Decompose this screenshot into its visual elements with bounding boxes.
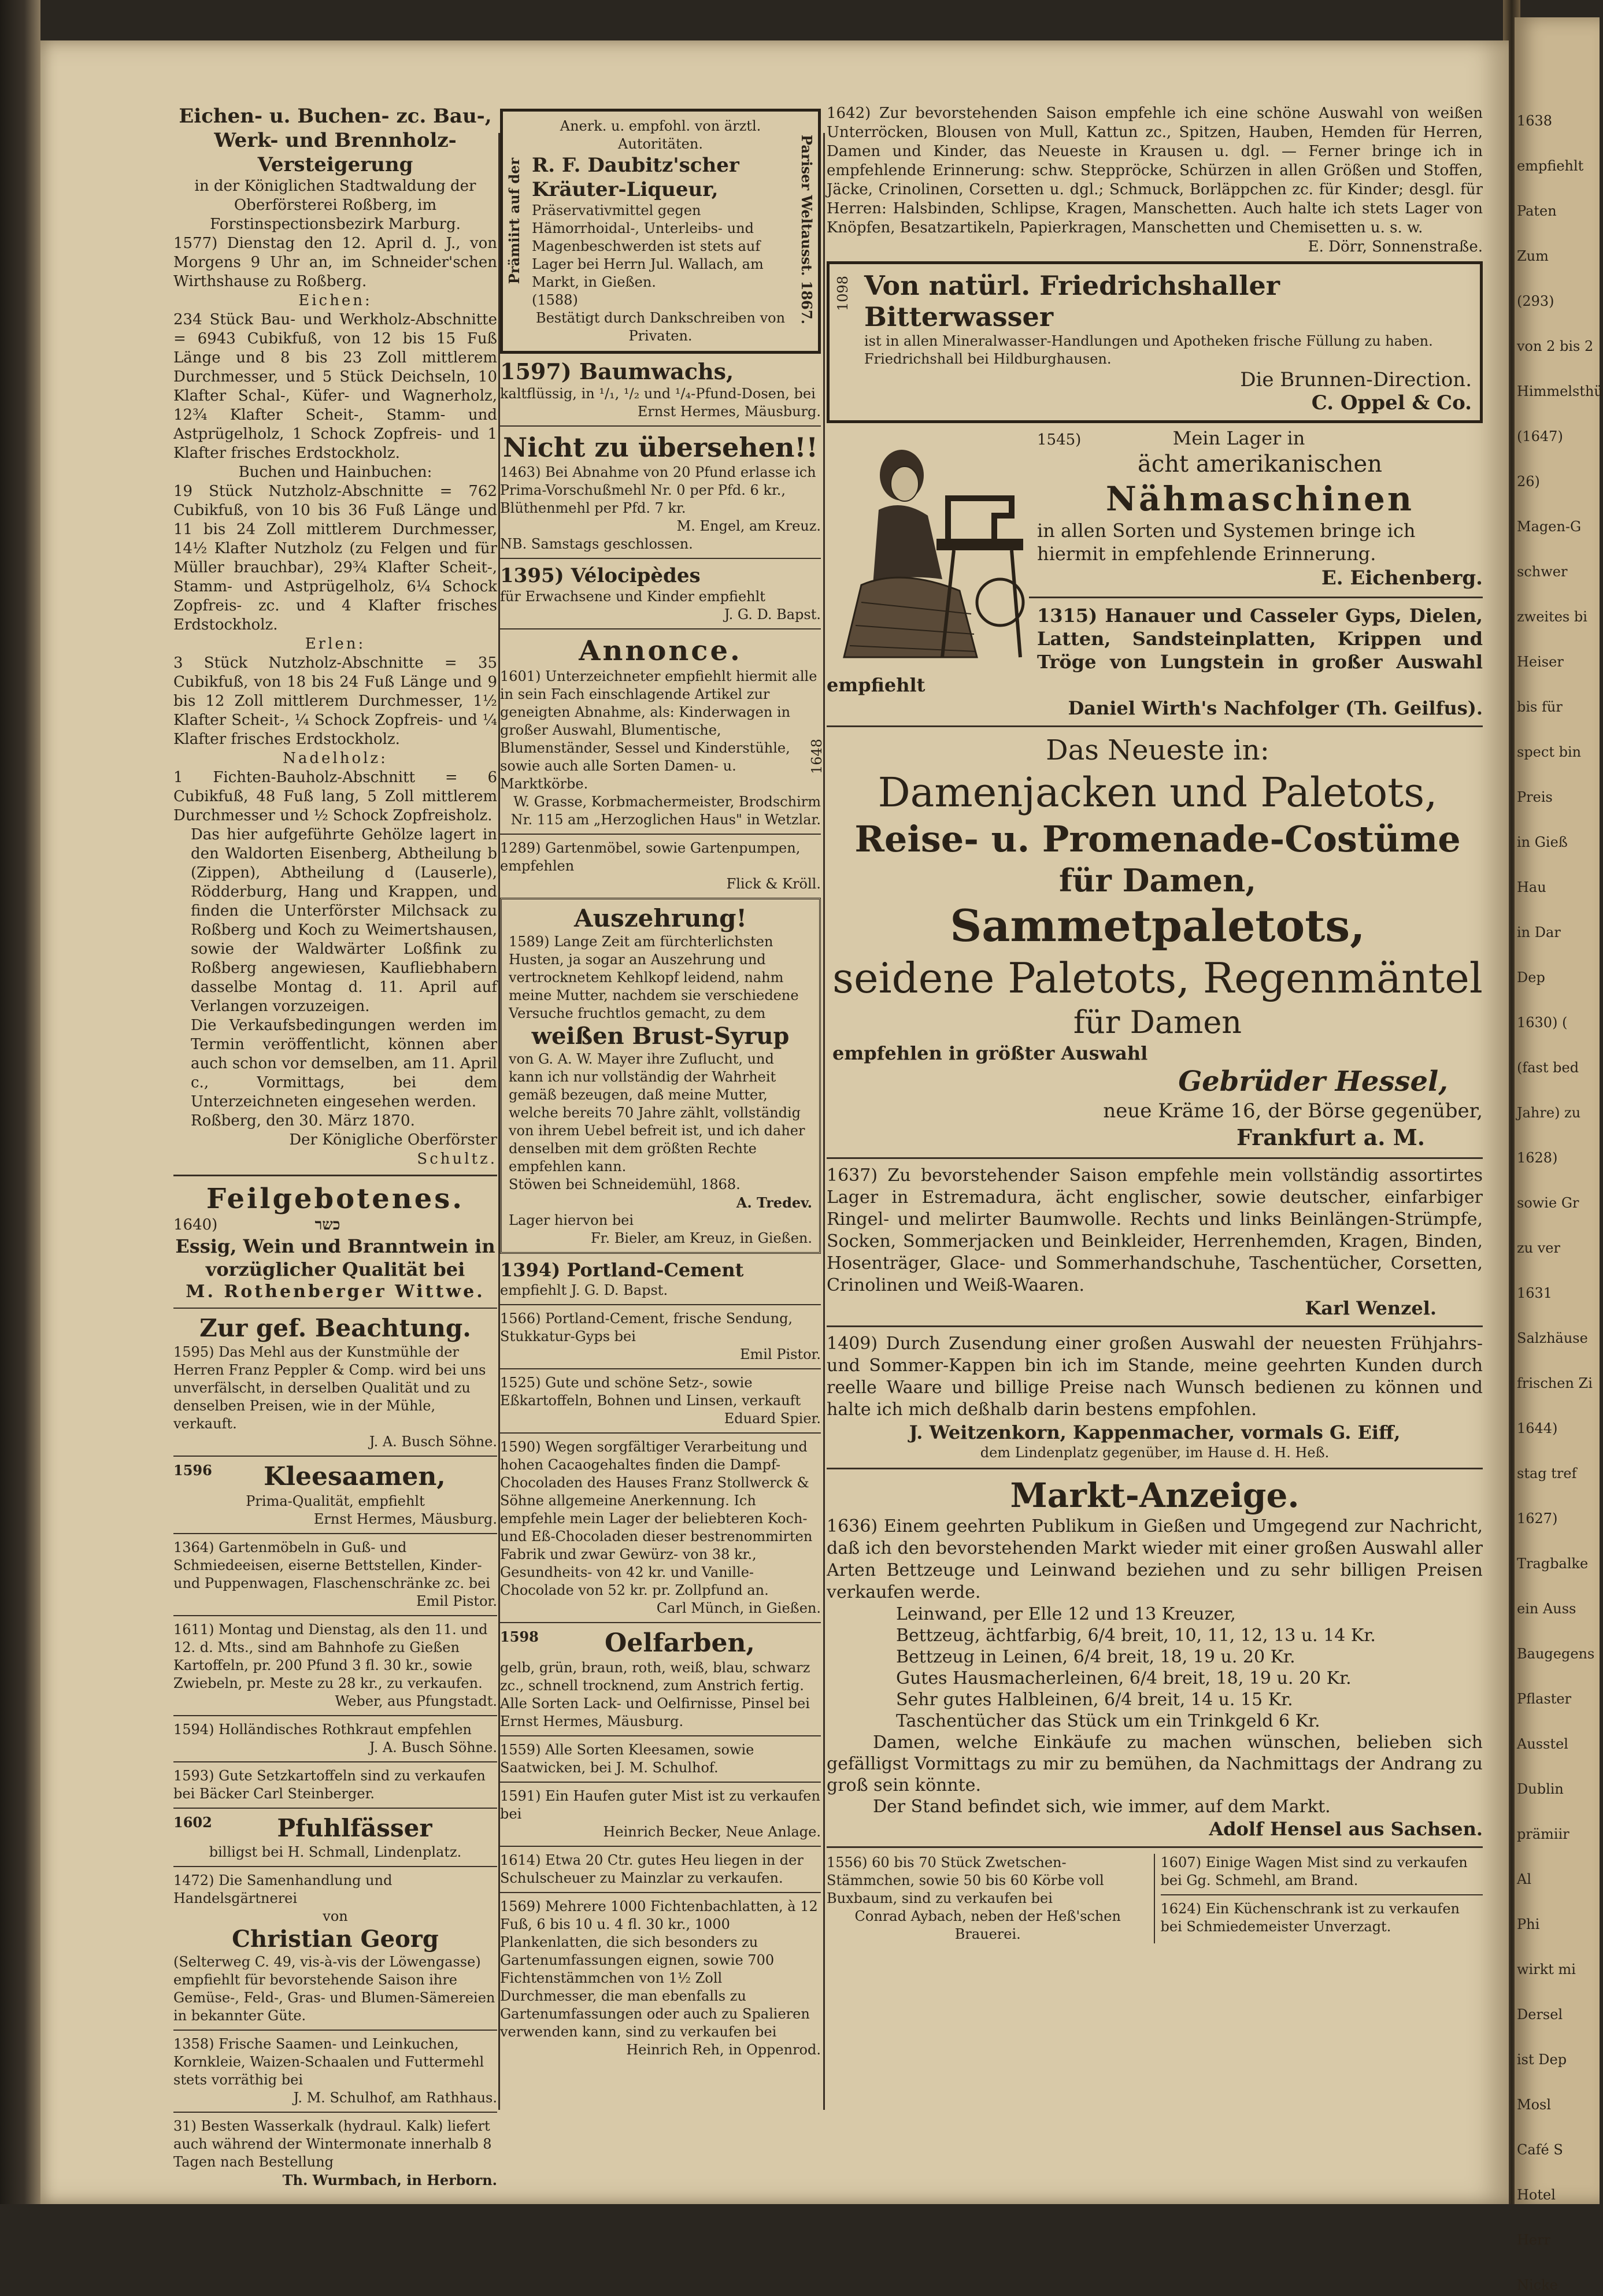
oelfarben-title: Oelfarben, [605, 1628, 755, 1658]
next-page-fragment: Salzhäuse [1517, 1330, 1588, 1346]
column-rule-2 [823, 133, 825, 2110]
ad-1597-name: Ernst Hermes, Mäusburg. [637, 403, 821, 420]
auction-subtitle: in der Königlichen Stadtwaldung der Oberförsterei Roßberg, im Forstinspectionsbezirk Marburg. [194, 177, 476, 233]
auszehrung-title: Auszehrung! [574, 904, 747, 932]
ad-1358-text: 1358) Frische Saamen- und Leinkuchen, Kornkleie, Waizen-Schaalen und Futtermehl stets vorräthig bei [173, 2036, 484, 2088]
next-page-fragment: prämiir [1517, 1826, 1569, 1842]
auction-body-2: Die Verkaufsbedingungen werden im Termin veröffentlicht, können aber auch schon vor demselben, am 11. April c., Vormittags, bei dem Unterzeichneten eingesehen werden. [191, 1017, 497, 1110]
ad-1611-text: 1611) Montag und Dienstag, als den 11. und 12. d. Mts., sind am Bahnhofe zu Gießen Kartoffeln, pr. 200 Pfund 3 fl. 30 kr., sowie Zwiebeln, pr. Meste zu 28 kr., zu verkaufen. [173, 1621, 488, 1691]
next-page-fragment: ein Auss [1517, 1601, 1576, 1617]
ad-1636-body: Damen, welche Einkäufe zu machen wünschen, belieben sich gefälligst Vormittags zu mir zu bemühen, da Nachmittags der Andrang zu groß sein könnte. [827, 1732, 1483, 1795]
daubitz-top-line: Anerk. u. empfohl. von ärztl. Autoritäten. [560, 118, 761, 152]
auszehrung-ad-box [500, 898, 821, 1254]
ad-1409-name: J. Weitzenkorn, Kappenmacher, vormals G. Eiff, [909, 1421, 1401, 1443]
ad-1602-text: billigst bei H. Schmall, Lindenplatz. [209, 1844, 462, 1860]
ad-1545-body: in allen Sorten und Systemen bringe ich hiermit in empfehlende Erinnerung. [1037, 520, 1416, 565]
ad-1640-name: M. Rothenberger Wittwe. [186, 1282, 485, 1302]
ad-1545-number: 1545) [1037, 431, 1082, 449]
ad-1409-address: dem Lindenplatz gegenüber, im Hause d. H. Heß. [980, 1445, 1330, 1461]
ad-31-name: Th. Wurmbach, in Herborn. [282, 2172, 497, 2188]
ad-1559-text: 1559) Alle Sorten Kleesamen, sowie Saatwicken, bei J. M. Schulhof. [500, 1742, 754, 1776]
ad-31-text: 31) Besten Wasserkalk (hydraul. Kalk) liefert auch während der Wintermonate innerhalb 8 Tagen nach Bestellung [173, 2118, 492, 2170]
ad-1594-text: 1594) Holländisches Rothkraut empfehlen [173, 1721, 472, 1738]
ad-1593-text: 1593) Gute Setzkartoffeln sind zu verkaufen bei Bäcker Carl Steinberger. [173, 1768, 486, 1802]
ad-1596-text: Prima-Qualität, empfiehlt [246, 1493, 425, 1509]
next-page-fragment: Ausstel [1517, 1736, 1568, 1752]
hessel-line-7: für Damen [1073, 1004, 1242, 1040]
hessel-ad-number: 1648 [809, 739, 825, 775]
next-page-fragment: Dersel [1517, 2006, 1563, 2023]
auction-eichen-heading: Eichen: [298, 292, 372, 309]
ad-1358-name: J. M. Schulhof, am Rathhaus. [293, 2090, 497, 2106]
bitterwasser-line: ist in allen Mineralwasser-Handlungen und Apotheken frische Füllung zu haben. [864, 333, 1433, 349]
daubitz-bottom-line: Bestätigt durch Dankschreiben von Privaten. [535, 310, 786, 344]
hessel-ad [809, 733, 1483, 1151]
ad-1525-text: 1525) Gute und schöne Setz-, sowie Eßkartoffeln, Bohnen und Linsen, verkauft [500, 1375, 801, 1409]
ad-1589-name: Fr. Bieler, am Kreuz, in Gießen. [590, 1230, 812, 1246]
ad-1640-hebrew: כשר [314, 1216, 340, 1234]
ad-1463-nb: NB. Samstags geschlossen. [500, 536, 693, 552]
next-page-fragment: sowie Gr [1517, 1195, 1579, 1211]
ad-1636-name: Adolf Hensel aus Sachsen. [1209, 1818, 1483, 1840]
next-page-fragment: Phi [1517, 1916, 1540, 1932]
ad-1569-text: 1569) Mehrere 1000 Fichtenbachlatten, à 12 Fuß, 6 bis 10 u. 4 fl. 30 kr., 1000 Plankenlatten, die sich besonders zu Gartenumfassungen eignen, sowie 700 Fichtenstämmchen von 1½ Zoll Durchmesser, die man ebenfalls zu Gartenumfassungen oder auch zu Spalieren verwenden kann, sind zu verkaufen bei [500, 1898, 818, 2040]
woman-at-sewing-machine-illustration [827, 429, 1029, 660]
auction-erlen-heading: Erlen: [305, 635, 366, 653]
ad-1364-name: Emil Pistor. [416, 1593, 497, 1609]
ad-1594-name: J. A. Busch Söhne. [369, 1739, 497, 1756]
ad-1589-text: 1589) Lange Zeit am fürchterlichsten Husten, ja sogar an Auszehrung und vertrocknetem Kehlkopf leidend, nahm meine Mutter, nachdem sie verschiedene Versuche fruchtlos gemacht, zu dem [509, 934, 799, 1021]
next-page-fragment: Tragbalke [1517, 1556, 1589, 1572]
next-page-fragment: zu ver [1517, 1240, 1560, 1256]
next-page-fragment: Himmelsthü [1517, 383, 1603, 399]
ad-1315-text: 1315) Hanauer und Casseler Gyps, Dielen, Latten, Sandsteinplatten, Krippen und Tröge von Lungstein in großer Auswahl empfiehlt [827, 605, 1483, 696]
bottom-small-ads [827, 1854, 1483, 1943]
ad-1394-name: empfiehlt J. G. D. Bapst. [500, 1282, 668, 1298]
auction-sign-date: Roßberg, den 30. März 1870. [191, 1112, 415, 1130]
ad-1598-text: gelb, grün, braun, roth, weiß, blau, schwarz zc., schnell trocknend, zum Anstrich fertig. Alle Sorten Lack- und Oelfirnisse, Pinsel bei Ernst Hermes, Mäusburg. [500, 1660, 810, 1730]
ad-1595-text: 1595) Das Mehl aus der Kunstmühle der Herren Franz Peppler & Comp. wird bei uns unverfälscht, in derselben Qualität und zu denselben Preisen, wie in der Mühle, verkauft. [173, 1344, 486, 1432]
column-1 [173, 104, 497, 2188]
next-page-fragments [1515, 17, 1603, 2296]
ad-1637-name: Karl Wenzel. [1305, 1297, 1437, 1319]
hessel-line-4: für Damen, [1058, 862, 1257, 899]
auction-buchen-list: 19 Stück Nutzholz-Abschnitte = 762 Cubikfuß, von 10 bis 36 Fuß Länge und 11 bis 24 Zoll mittlerem Durchmesser, 14½ Klafter Nutzholz (zu Felgen und für Müller brauchbar), 29¾ Klafter Scheit-, Stamm- und Astprügelholz, 6¼ Schock Zopfreis- zc. und 4 Klafter frisches Erdstockholz. [173, 483, 497, 634]
ad-1624-text: 1624) Ein Küchenschrank ist zu verkaufen bei Schmiedemeister Unverzagt. [1160, 1901, 1460, 1935]
ad-1590-name: Carl Münch, in Gießen. [656, 1600, 821, 1616]
ad-1556-text: 1556) 60 bis 70 Stück Zwetschen-Stämmchen, sowie 50 bis 60 Körbe voll Buxbaum, sind zu verkaufen bei [827, 1854, 1104, 1906]
next-page-fragment: Al [1517, 1871, 1532, 1887]
ad-1409-text: 1409) Durch Zusendung einer großen Auswahl der neuesten Frühjahrs- und Sommer-Kappen bin ich im Stande, meine geehrten Kunden durch reelle Waare und billige Preise nach Wunsch bedienen zu können und halte ich mich deßhalb darin bestens empfohlen. [827, 1334, 1483, 1420]
next-page-fragment: 1628) [1517, 1150, 1558, 1166]
daubitz-left-vertical: Prämiirt auf der [506, 158, 523, 284]
auction-erlen-list: 3 Stück Nutzholz-Abschnitte = 35 Cubikfuß, von 18 bis 24 Fuß Länge und 9 bis 12 Zoll mittlerem Durchmesser, 1½ Klafter Scheit-, ¼ Schock Zopfreis- und ¼ Klafter frisches Erdstockholz. [173, 654, 497, 748]
hessel-line-8: empfehlen in größter Auswahl [832, 1042, 1148, 1064]
nicht-uebersehen-title: Nicht zu übersehen!! [503, 432, 818, 463]
ad-1589-signature: A. Tredev. [736, 1194, 812, 1211]
auction-date: 1577) Dienstag den 12. April d. J., von Morgens 9 Uhr an, im Schneider'schen Wirthshause zu Roßberg. [173, 235, 497, 290]
next-page-fragment: Mosl [1517, 2097, 1552, 2113]
hessel-line-3: Reise- u. Promenade-Costüme [854, 818, 1461, 860]
ad-1636-price-5: Sehr gutes Halbleinen, 6/4 breit, 14 u. 15 Kr. [896, 1690, 1293, 1710]
ad-1589-lager: Lager hiervon bei [509, 1212, 634, 1228]
ad-1315-name: Daniel Wirth's Nachfolger (Th. Geilfus). [1068, 697, 1483, 719]
next-page-fragment: in Gieß [1517, 834, 1568, 850]
ad-1596-number: 1596 [173, 1462, 212, 1479]
ad-1590-text: 1590) Wegen sorgfältiger Verarbeitung und hohen Cacaogehaltes finden die Dampf-Chocoladen des Hauses Franz Stollwerck & Söhne allgemeine Anerkennung. Ich empfehle mein Lager der beliebteren Koch- und Eß-Chocoladen dieser bestrenommirten Fabrik und zwar Gewürz- von 38 kr., Gesundheits- von 42 kr. und Vanille-Chocolade von 52 kr. pr. Zollpfund an. [500, 1439, 813, 1598]
ad-1569-name: Heinrich Reh, in Oppenrod. [626, 2042, 821, 2058]
ad-1636-stand: Der Stand befindet sich, wie immer, auf dem Markt. [873, 1797, 1331, 1817]
auction-sign-office: Der Königliche Oberförster [289, 1131, 497, 1149]
ad-1364-text: 1364) Gartenmöbeln in Guß- und Schmiedeeisen, eiserne Bettstellen, Kinder- und Puppenwagen, Flaschenschränke zc. bei [173, 1539, 490, 1591]
daubitz-number: (1588) [532, 292, 578, 308]
hessel-line-5: Sammetpaletots, [950, 900, 1365, 951]
next-page-fragment: Hau [1517, 879, 1546, 895]
next-page-fragment: Dep [1517, 969, 1545, 986]
next-page-fragment: Zum [1517, 248, 1549, 264]
next-page-fragment: Café S [1517, 2142, 1563, 2158]
ad-1636-price-2: Bettzeug, ächtfarbig, 6/4 breit, 10, 11, 12, 13 u. 14 Kr. [896, 1625, 1376, 1646]
ad-1289-name: Flick & Kröll. [726, 876, 821, 892]
ad-1589-body: von G. A. W. Mayer ihre Zuflucht, und kann ich nur vollständig der Wahrheit gemäß bezeugen, daß meine Mutter, welche bereits 70 Jahre zählt, vollständig von ihrem Uebel befreit ist, und ich daher denselben mit dem größten Rechte empfehlen kann. [509, 1051, 805, 1175]
next-page-fragment: wirkt mi [1517, 1961, 1576, 1977]
next-page-fragment: 1638 [1517, 113, 1553, 129]
next-page-fragment: 1630) ( [1517, 1014, 1568, 1031]
daubitz-body: Präservativmittel gegen Hämorrhoidal-, Unterleibs- und Magenbeschwerden ist stets auf Lager bei Herrn Jul. Wallach, am Markt, in Gießen. [532, 202, 764, 290]
bitterwasser-place: Friedrichshall bei Hildburghausen. [864, 351, 1112, 367]
ad-1545-name: E. Eichenberg. [1321, 566, 1483, 590]
ad-1601-text: 1601) Unterzeichneter empfiehlt hiermit alle in sein Fach einschlagende Artikel zur geneigten Abnahme, als: Kinderwagen in großer Auswahl, Blumentische, Blumenständer, Sessel und Kinderstühle, sowie auch alle Sorten Damen- u. Marktkörbe. [500, 668, 817, 792]
ad-1463-text: 1463) Bei Abnahme von 20 Pfund erlasse ich Prima-Vorschußmehl Nr. 0 per Pfd. 6 kr., Blüthenmehl per Pfd. 7 kr. [500, 464, 816, 516]
hessel-line-2: Damenjacken und Paletots, [878, 769, 1438, 816]
hessel-line-6: seidene Paletots, Regenmäntel [832, 954, 1483, 1002]
ad-1525-name: Eduard Spier. [724, 1410, 821, 1427]
next-page-fragment: in Dar [1517, 924, 1561, 940]
next-page-fragment: spect bin [1517, 744, 1582, 760]
next-page-fragment: 1644) [1517, 1420, 1558, 1436]
ad-1598-number: 1598 [500, 1628, 539, 1645]
ad-1611-name: Weber, aus Pfungstadt. [335, 1693, 497, 1709]
daubitz-right-vertical: Pariser Weltausst. 1867. [798, 135, 815, 324]
portland-cement-title: 1394) Portland-Cement [500, 1259, 744, 1281]
ad-1545-line-1: Mein Lager in [1172, 427, 1305, 449]
next-page-fragment: (293) [1517, 293, 1554, 309]
auction-nadel-list: 1 Fichten-Bauholz-Abschnitt = 6 Cubikfuß, 48 Fuß lang, 5 Zoll mittlerem Durchmesser und ½ Schock Zopfreisholz. [173, 769, 497, 824]
annonce-title: Annonce. [579, 635, 742, 667]
ad-1607-text: 1607) Einige Wagen Mist sind zu verkaufen bei Gg. Schmehl, am Brand. [1160, 1854, 1468, 1888]
ad-1472-name: Christian Georg [232, 1925, 439, 1953]
next-page-fragment: von 2 bis 2 [1517, 338, 1594, 354]
naehmaschinen-title: Nähmaschinen [1105, 479, 1415, 519]
hessel-city: Frankfurt a. M. [1236, 1124, 1425, 1150]
ad-1463-name: M. Engel, am Kreuz. [676, 518, 821, 534]
ad-1637-text: 1637) Zu bevorstehender Saison empfehle mein vollständig assortirtes Lager in Estremadura, ächt englischer, sowie deutscher, einfarbiger Ringel- und melirter Baumwolle. Rechts und links Beinlängen-Strümpfe, Socken, Sommerjacken und Beinkleider, Herrenhemden, Kragen, Binden, Hosenträger, Glace- und Sommerhandschuhe, Taschentücher, Corsetten, Crinolinen und Weiß-Waaren. [827, 1165, 1483, 1295]
ad-1636-price-1: Leinwand, per Elle 12 und 13 Kreuzer, [896, 1604, 1236, 1624]
ad-1472-text: 1472) Die Samenhandlung und Handelsgärtnerei [173, 1872, 393, 1906]
next-page-fragment: empfiehlt [1517, 158, 1584, 174]
ad-1636-price-4: Gutes Hausmacherleinen, 6/4 breit, 18, 19 u. 20 Kr. [896, 1668, 1352, 1688]
hessel-line-1: Das Neueste in: [1046, 734, 1269, 766]
next-page-fragment: Pflaster [1517, 1691, 1572, 1707]
ad-1640-number: 1640) [173, 1216, 218, 1234]
ad-1636-text: 1636) Einem geehrten Publikum in Gießen und Umgegend zur Nachricht, daß ich den bevorstehenden Markt wieder mit einer großen Auswahl aller Arten Bettzeuge und Leinwand beziehen und zu sehr billigen Preisen verkaufen werde. [827, 1516, 1483, 1602]
hessel-name: Gebrüder Hessel, [1178, 1065, 1448, 1098]
auction-buchen-heading: Buchen und Hainbuchen: [238, 464, 432, 481]
auction-nadel-heading: Nadelholz: [283, 750, 388, 767]
kleesaamen-title: Kleesaamen, [264, 1462, 446, 1491]
book-binding-left [0, 0, 40, 2204]
ad-1589-place: Stöwen bei Schneidemühl, 1868. [509, 1176, 741, 1193]
next-page-fragment: Preis [1517, 789, 1553, 805]
ad-1642-name: E. Dörr, Sonnenstraße. [1308, 238, 1483, 255]
bitterwasser-title: Von natürl. Friedrichshaller Bitterwasser [864, 270, 1280, 332]
next-page-fragment: Magen-G [1517, 519, 1582, 535]
hessel-address: neue Kräme 16, der Börse gegenüber, [1103, 1099, 1483, 1123]
next-page-fragment: bis für [1517, 699, 1563, 715]
pfuhlfaesser-title: Pfuhlfässer [277, 1814, 432, 1842]
ad-1591-name: Heinrich Becker, Neue Anlage. [603, 1824, 821, 1840]
bitterwasser-direction: Die Brunnen-Direction. [1240, 368, 1472, 391]
daubitz-title: R. F. Daubitz'scher Kräuter-Liqueur, [532, 154, 739, 201]
sewing-machine-ad [827, 429, 1483, 591]
next-page-fragment: zweites bi [1517, 609, 1587, 625]
ad-1289-text: 1289) Gartenmöbel, sowie Gartenpumpen, empfehlen [500, 840, 801, 874]
ad-1556-name: Conrad Aybach, neben der Heß'schen Brauerei. [854, 1908, 1121, 1942]
ad-1566-name: Emil Pistor. [740, 1346, 821, 1362]
bitterwasser-name: C. Oppel & Co. [1311, 391, 1472, 414]
bitterwasser-number: 1098 [835, 276, 851, 312]
next-page-fragment: Jahre) zu [1517, 1105, 1581, 1121]
brust-syrup-title: weißen Brust-Syrup [531, 1023, 790, 1050]
ad-1596-name: Ernst Hermes, Mäusburg. [313, 1511, 497, 1527]
next-page-fragment: (fast bed [1517, 1060, 1579, 1076]
next-page-fragment: schwer [1517, 564, 1568, 580]
next-page-fragment: (1647) [1517, 428, 1563, 445]
next-page-fragment: Herr [1517, 2232, 1551, 2248]
bitterwasser-ad-box [827, 261, 1483, 423]
feilgebotenes-title: Feilgebotenes. [206, 1183, 465, 1215]
next-page-fragment: 1627) [1517, 1510, 1558, 1527]
auction-body: Das hier aufgeführte Gehölze lagert in den Waldorten Eisenberg, Abtheilung b (Zippen), Abtheilung d (Lauserle), Rödderburg, Hang und Krappen, und finden die Unterförster Milchsack zu Roßberg und Koch zu Weimertshausen, sowie der Waldwärter Loßfink zu Roßberg angewiesen, Kaufliebhabern dasselbe Montag d. 11. April auf Verlangen vorzuzeigen. [191, 826, 497, 1015]
ad-1591-text: 1591) Ein Haufen guter Mist ist zu verkaufen bei [500, 1788, 820, 1822]
ad-1601-name: W. Grasse, Korbmachermeister, Brodschirm Nr. 115 am „Herzoglichen Haus" in Wetzlar. [510, 794, 821, 828]
auction-sign-name: Schultz. [417, 1150, 497, 1168]
ad-1395-text: für Erwachsene und Kinder empfiehlt [500, 588, 765, 605]
ad-1545-line-2: ächt amerikanischen [1138, 451, 1382, 477]
ad-1597-text: kaltflüssig, in ¹/₁, ¹/₂ und ¹/₄-Pfund-Dosen, bei [500, 386, 816, 402]
ad-1602-number: 1602 [173, 1814, 212, 1831]
column-2 [500, 104, 821, 2081]
ad-1395-name: J. G. D. Bapst. [724, 606, 821, 623]
daubitz-ad-box [500, 109, 821, 354]
ad-1614-text: 1614) Etwa 20 Ctr. gutes Heu liegen in der Schulscheuer zu Mainzlar zu verkaufen. [500, 1852, 804, 1886]
next-page-fragment: frischen Zi [1517, 1375, 1593, 1391]
column-3 [809, 104, 1483, 2081]
auction-title: Eichen- u. Buchen- zc. Bau-, Werk- und Brennholz-Versteigerung [179, 105, 492, 176]
auction-eichen-list: 234 Stück Bau- und Werkholz-Abschnitte = 6943 Cubikfuß, von 12 bis 15 Fuß Länge und 8 bis 23 Zoll mittlerem Durchmesser, und 5 Stück Deichseln, 10 Klafter Schal-, Küfer- und Wagnerholz, 12¾ Klafter Scheit-, Stamm- und Astprügelholz, 1 Schock Zopfreis- und 1 Klafter frisches Erdstockholz. [173, 311, 497, 462]
next-page-fragment: stag tref [1517, 1465, 1577, 1482]
ad-1640-text: Essig, Wein und Branntwein in vorzüglicher Qualität bei [175, 1235, 495, 1280]
next-page-edge [1515, 17, 1603, 2293]
ad-1472-von: von [323, 1908, 348, 1924]
ad-1642-text: 1642) Zur bevorstehenden Saison empfehle ich eine schöne Auswahl von weißen Unterröcken, Blousen von Mull, Kattun zc., Spitzen, Hauben, Hemden für Herren, Damen und Kinder, das Neueste in Krausen u. dgl. — Ferner bringe ich in empfehlende Erinnerung: schw. Steppröcke, Schürzen in allen Größen und Stoffen, Jäcke, Crinolinen, Corsetten u. dgl.; Schmuck, Borläppchen zc. für Kinder; desgl. für Herren: Halsbinden, Schlipse, Kragen, Manschetten. Auch halte ich stets Lager von Knöpfen, Besatzartikeln, Papierkragen, Manschetten und Chemisetten u. s. w. [827, 105, 1483, 236]
baumwachs-title: 1597) Baumwachs, [500, 358, 734, 384]
next-page-fragment: 26) [1517, 473, 1540, 490]
next-page-fragment: Nicke [1517, 2277, 1558, 2293]
ad-1595-name: J. A. Busch Söhne. [369, 1434, 497, 1450]
next-page-fragment: Dublin [1517, 1781, 1564, 1797]
ad-1636-price-6: Taschentücher das Stück um ein Trinkgeld 6 Kr. [896, 1711, 1320, 1731]
next-page-fragment: Heiser [1517, 654, 1564, 670]
next-page-fragment: Hotel [1517, 2187, 1556, 2203]
ad-1472-body: (Selterweg C. 49, vis-à-vis der Löwengasse) empfiehlt für bevorstehende Saison ihre Gemüse-, Feld-, Gras- und Blumen-Sämereien in bekannter Güte. [173, 1954, 495, 2024]
markt-anzeige-title: Markt-Anzeige. [1010, 1476, 1300, 1515]
next-page-fragment: ist Dep [1517, 2051, 1567, 2068]
ad-1566-text: 1566) Portland-Cement, frische Sendung, Stukkatur-Gyps bei [500, 1310, 793, 1345]
next-page-fragment: 1631 [1517, 1285, 1553, 1301]
next-page-fragment: Paten [1517, 203, 1557, 219]
beachtung-title: Zur gef. Beachtung. [199, 1314, 471, 1342]
next-page-fragment: Baugegens [1517, 1646, 1595, 1662]
ad-1636-price-3: Bettzeug in Leinen, 6/4 breit, 18, 19 u. 20 Kr. [896, 1647, 1295, 1667]
velocipedes-title: 1395) Vélocipèdes [500, 564, 701, 587]
